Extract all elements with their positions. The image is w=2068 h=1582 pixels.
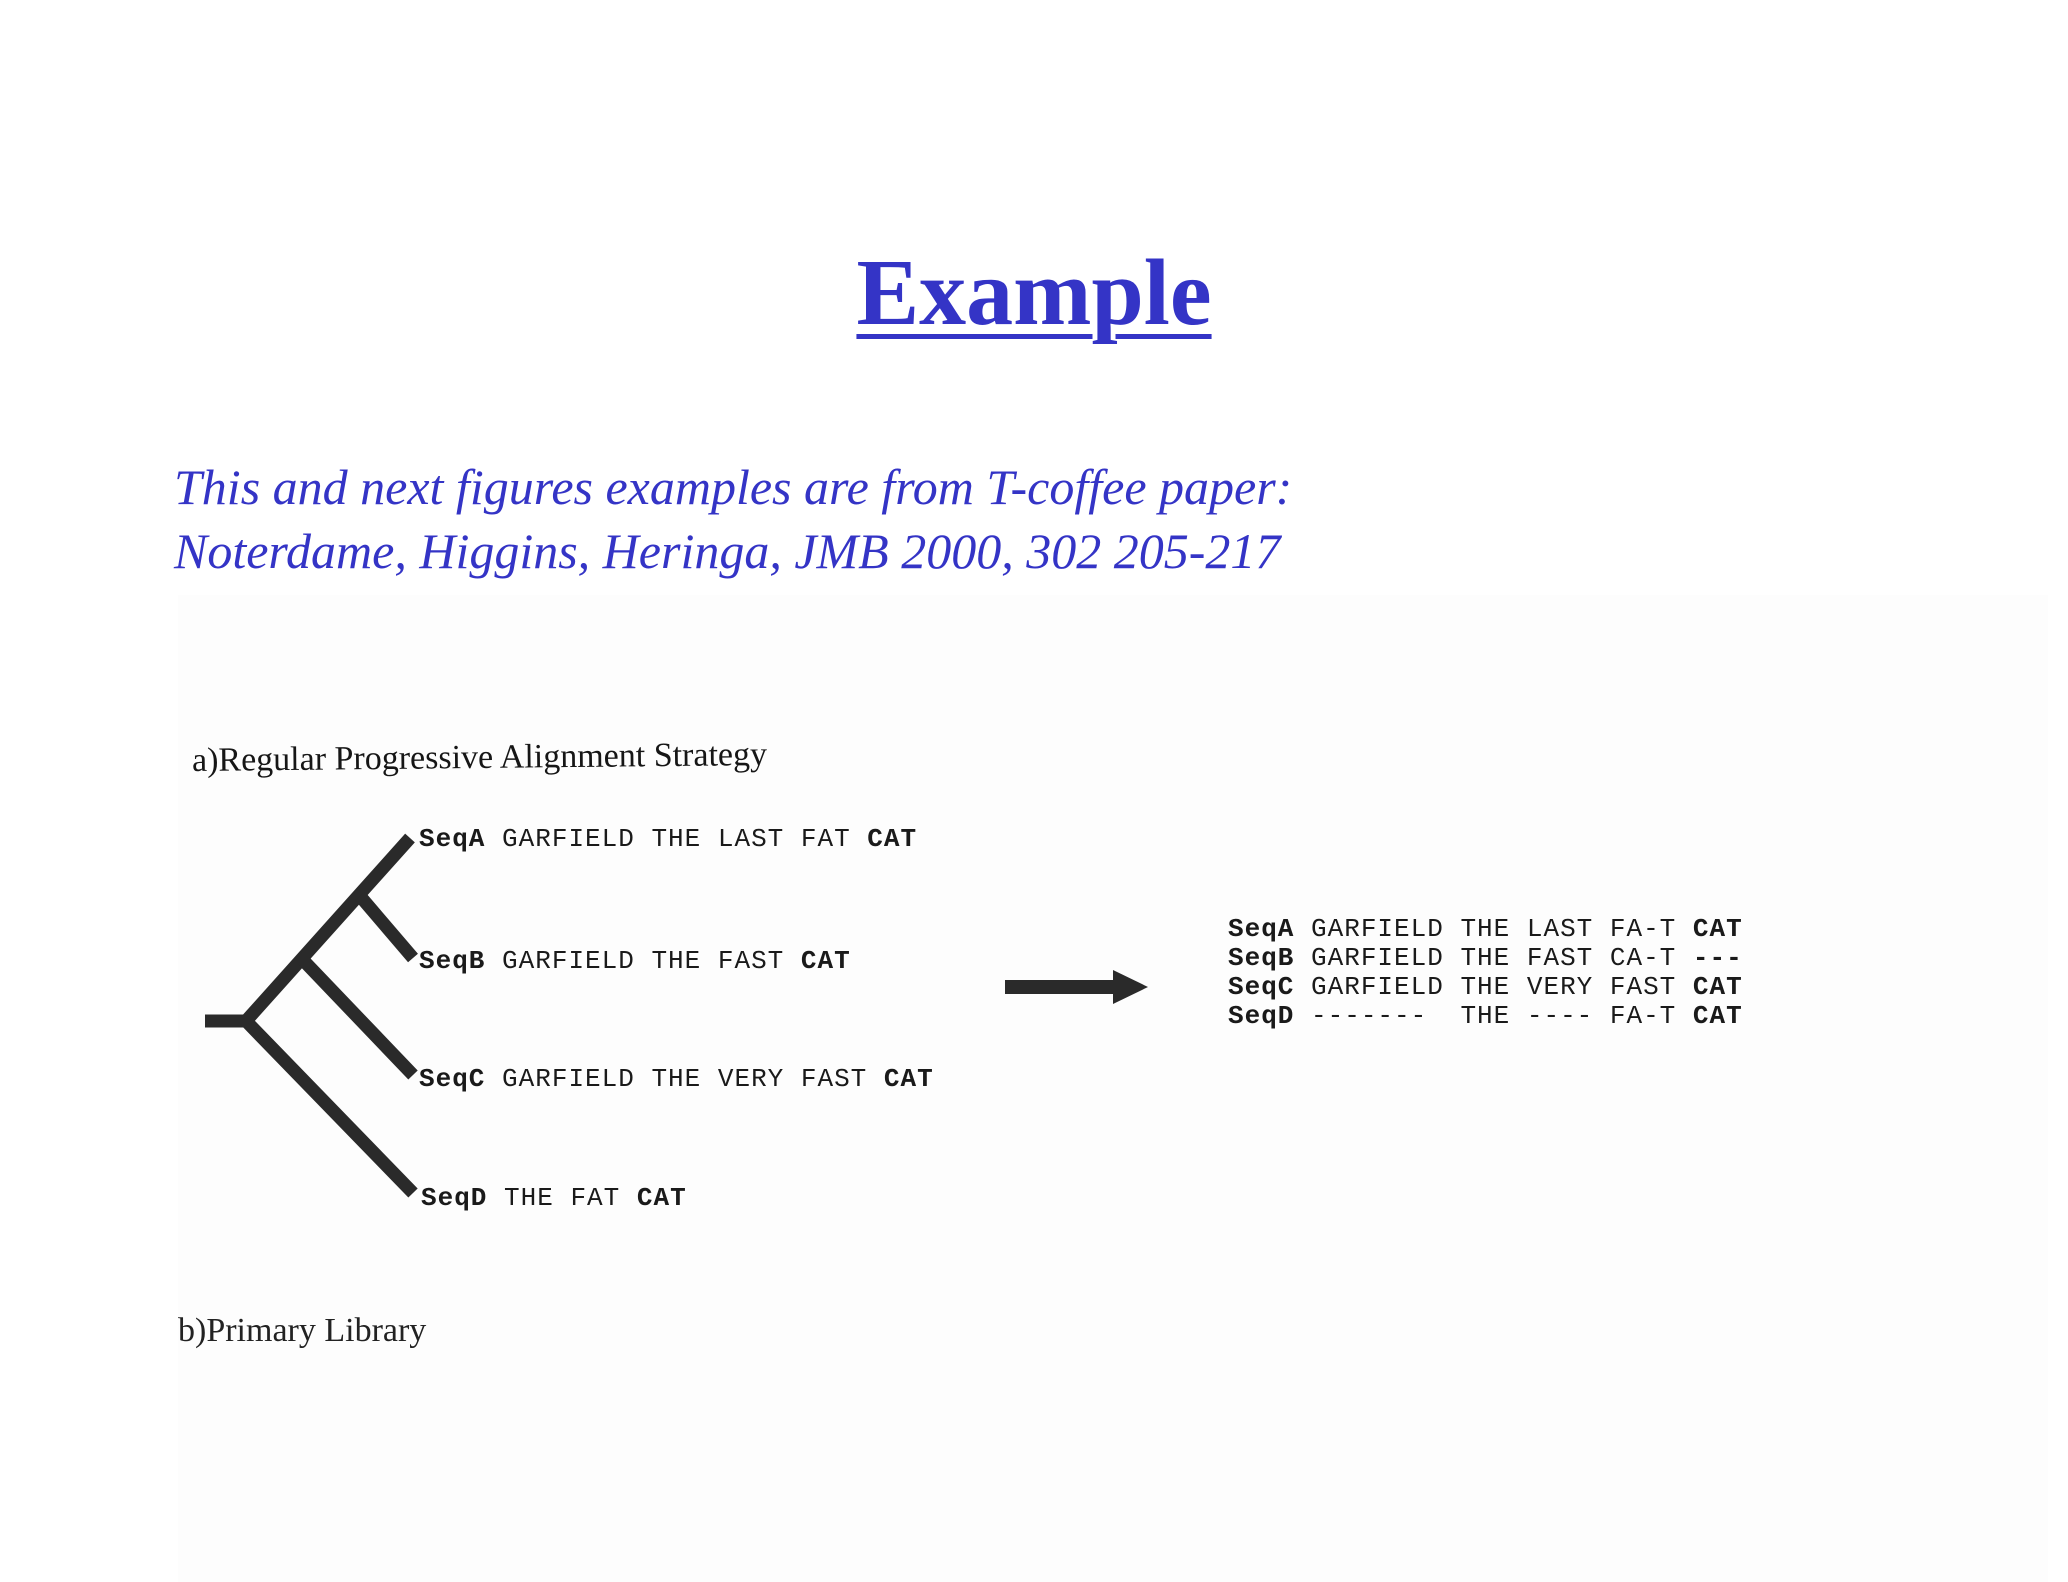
seq-id: SeqC — [1228, 972, 1295, 1002]
next-caption-cutoff — [178, 1314, 426, 1326]
seq-last-word: CAT — [636, 1183, 687, 1213]
seq-id: SeqD — [1228, 1001, 1295, 1031]
seq-text: GARFIELD THE FAST — [502, 946, 785, 976]
alignment-row-seqb — [1228, 944, 1743, 973]
seq-text: GARFIELD THE FAST CA-T — [1294, 943, 1693, 973]
seq-id: SeqA — [1228, 914, 1295, 944]
seq-text: GARFIELD THE VERY FAST — [1294, 972, 1693, 1002]
alignment-row-seqd — [1228, 1002, 1743, 1031]
slide-title: Example — [856, 241, 1212, 345]
citation-line-2: Noterdame, Higgins, Heringa, JMB 2000, 302 205-217 — [174, 523, 1281, 579]
seq-text: GARFIELD THE LAST FA-T — [1294, 914, 1693, 944]
alignment-result — [1228, 915, 1743, 1031]
seq-text: GARFIELD THE LAST FAT — [502, 824, 851, 854]
seq-last-word: CAT — [1692, 972, 1743, 1002]
seq-last-word: CAT — [867, 824, 918, 854]
citation-line-1: This and next figures examples are from T-coffee paper: — [174, 459, 1293, 515]
seq-last-word: CAT — [800, 946, 851, 976]
seq-last-word: CAT — [1692, 1001, 1743, 1031]
seq-id: SeqB — [419, 946, 486, 976]
seq-last-word: CAT — [1692, 914, 1743, 944]
seq-id: SeqC — [419, 1064, 486, 1094]
seq-last-word: --- — [1692, 943, 1743, 973]
seq-id: SeqB — [1228, 943, 1295, 973]
seq-text: THE FAT — [504, 1183, 621, 1213]
seq-id: SeqA — [419, 824, 486, 854]
figure-caption: a)Regular Progressive Alignment Strategy — [191, 735, 768, 779]
alignment-row-seqc — [1228, 973, 1743, 1002]
seq-id: SeqD — [421, 1183, 488, 1213]
seq-text: GARFIELD THE VERY FAST — [502, 1064, 868, 1094]
alignment-row-seqa — [1228, 915, 1743, 944]
seq-text: ------- THE ---- FA-T — [1294, 1001, 1693, 1031]
seq-last-word: CAT — [883, 1064, 934, 1094]
